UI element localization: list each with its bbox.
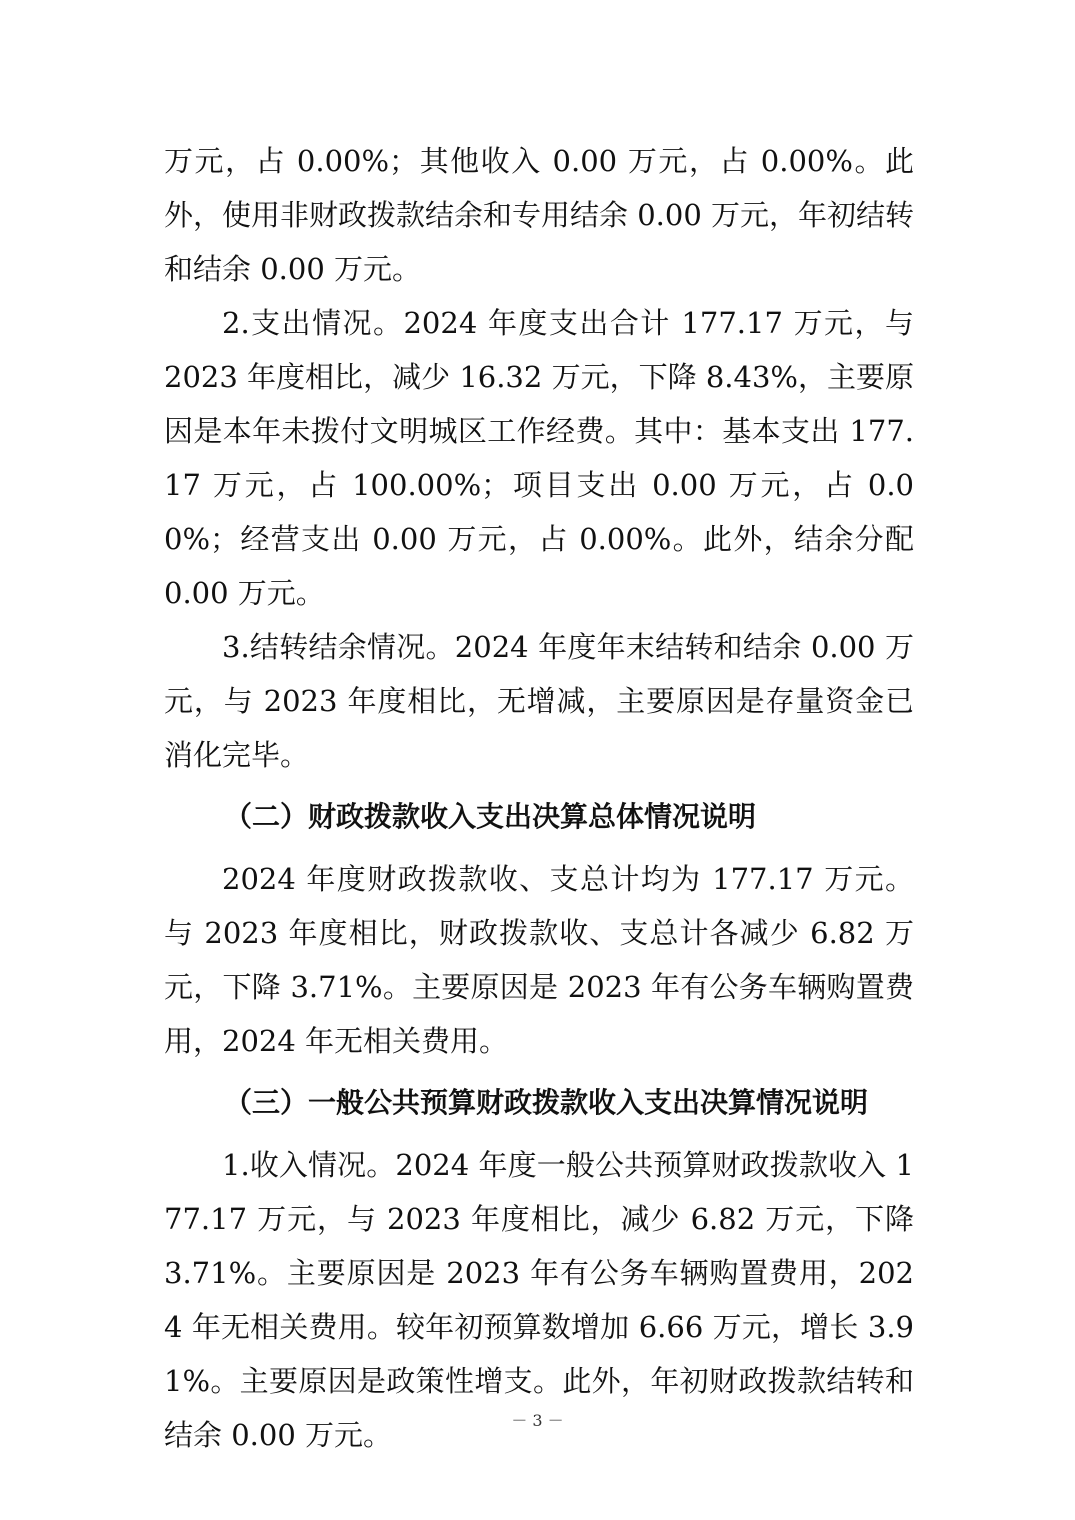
paragraph-fiscal-total: 2024 年度财政拨款收、支总计均为 177.17 万元。与 2023 年度相比，财政拨款收、支总计各减少 6.82 万元，下降 3.71%。主要原因是 2023 年有公务车辆购置费用，2024 年无相关费用。 — [164, 862, 914, 1058]
paragraph-carryover: 3.结转结余情况。2024 年度年末结转和结余 0.00 万元，与 2023 年度相比，无增减，主要原因是存量资金已消化完毕。 — [164, 630, 914, 772]
paragraph-income-continued: 万元，占 0.00%；其他收入 0.00 万元，占 0.00%。此外，使用非财政拨款结余和专用结余 0.00 万元，年初结转和结余 0.00 万元。 — [164, 144, 915, 286]
section-heading-3: （三）一般公共预算财政拨款收入支出决算情况说明 — [224, 1086, 869, 1119]
paragraph-expenditure: 2.支出情况。2024 年度支出合计 177.17 万元，与 2023 年度相比，减少 16.32 万元，下降 8.43%，主要原因是本年未拨付文明城区工作经费。其中：基本支出 177.17 万元，占 100.00%；项目支出 0.00 万元，占 0.00%；经营支出 0.00 万元，占 0.00%。此外，结余分配 0.00 万元。 — [164, 306, 914, 610]
paragraph-general-budget-income: 1.收入情况。2024 年度一般公共预算财政拨款收入 177.17 万元，与 2023 年度相比，减少 6.82 万元，下降 3.71%。主要原因是 2023 年有公务车辆购置费用，2024 年无相关费用。较年初预算数增加 6.66 万元，增长 3.91%。主要原因是政策性增支。此外，年初财政拨款结转和结余 0.00 万元。 — [164, 1148, 914, 1452]
section-heading-2: （二）财政拨款收入支出决算总体情况说明 — [224, 800, 757, 833]
document-body — [164, 134, 914, 1462]
page-number: － 3 － — [511, 1411, 564, 1430]
